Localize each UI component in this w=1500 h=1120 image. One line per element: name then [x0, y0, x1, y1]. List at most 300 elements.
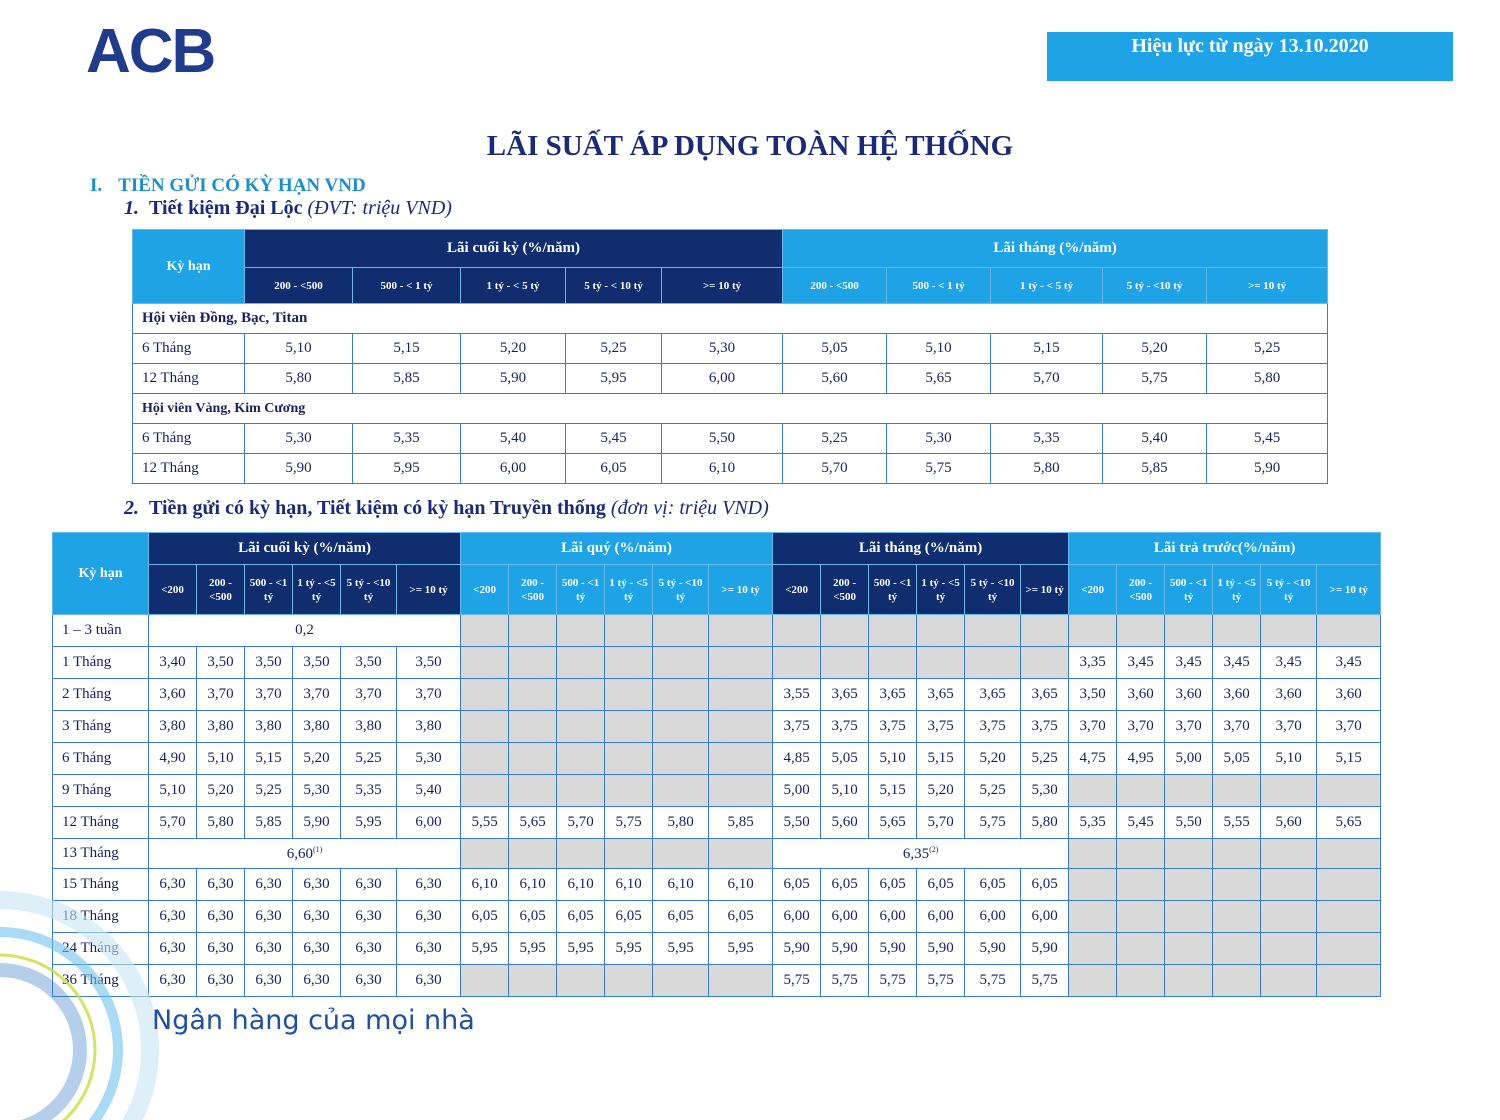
section-heading	[90, 175, 366, 197]
empty-cell	[965, 647, 1021, 679]
rate-cell: 3,50	[341, 647, 397, 679]
tier-header: 500 - < 1 tỷ	[353, 268, 461, 304]
rate-cell: 6,10	[662, 454, 783, 484]
rate-cell: 5,95	[605, 933, 653, 965]
empty-cell	[509, 965, 557, 997]
rate-cell: 3,70	[397, 679, 461, 711]
empty-cell	[605, 965, 653, 997]
ky-han-header: Kỳ hạn	[133, 230, 245, 304]
rate-cell: 6,30	[341, 869, 397, 901]
rate-cell: 6,30	[341, 965, 397, 997]
rate-cell: 5,85	[245, 807, 293, 839]
rate-cell: 3,45	[1117, 647, 1165, 679]
rate-cell: 5,35	[991, 424, 1103, 454]
tier-header: 200 - <500	[245, 268, 353, 304]
term-label: 2 Tháng	[53, 679, 149, 711]
footnote-mark: (2)	[929, 844, 939, 854]
empty-cell	[605, 743, 653, 775]
table1-title: Tiết kiệm Đại Lộc	[149, 197, 303, 219]
rate-cell: 4,85	[773, 743, 821, 775]
rate-cell: 6,10	[461, 869, 509, 901]
table-row	[133, 334, 1328, 364]
tier-header: >= 10 tỷ	[709, 565, 773, 615]
table-row	[53, 647, 1381, 679]
tier-header: 500 - < 1 tỷ	[887, 268, 991, 304]
empty-cell	[1317, 775, 1381, 807]
empty-cell	[1165, 965, 1213, 997]
empty-cell	[461, 711, 509, 743]
rate-cell: 5,80	[653, 807, 709, 839]
rate-cell: 5,60	[821, 807, 869, 839]
tier-header: 1 tỷ - < 5 tỷ	[991, 268, 1103, 304]
rate-cell: 5,95	[557, 933, 605, 965]
rate-cell: 3,45	[1213, 647, 1261, 679]
empty-cell	[1165, 775, 1213, 807]
rate-cell: 5,05	[783, 334, 887, 364]
rate-cell: 5,10	[197, 743, 245, 775]
rate-cell: 3,70	[1317, 711, 1381, 743]
rate-cell: 5,00	[1165, 743, 1213, 775]
table1-number: 1.	[124, 197, 139, 219]
empty-cell	[557, 711, 605, 743]
rate-cell: 3,60	[1117, 679, 1165, 711]
table-row	[133, 454, 1328, 484]
rate-cell: 3,80	[197, 711, 245, 743]
rate-cell: 6,30	[341, 901, 397, 933]
rate-cell: 5,35	[341, 775, 397, 807]
empty-cell	[1117, 965, 1165, 997]
empty-cell	[1317, 901, 1381, 933]
rate-cell: 3,40	[149, 647, 197, 679]
rate-cell: 6,00	[869, 901, 917, 933]
rate-cell: 5,80	[1207, 364, 1328, 394]
rate-cell: 3,55	[773, 679, 821, 711]
table-row	[53, 965, 1381, 997]
table-row	[133, 364, 1328, 394]
tier-header: >= 10 tỷ	[1317, 565, 1381, 615]
rate-cell: 3,45	[1261, 647, 1317, 679]
rate-cell: 5,35	[353, 424, 461, 454]
rate-cell: 6,30	[245, 901, 293, 933]
rate-cell: 5,25	[341, 743, 397, 775]
tier-header: >= 10 tỷ	[1207, 268, 1328, 304]
rate-cell: 5,95	[709, 933, 773, 965]
rate-cell: 5,15	[245, 743, 293, 775]
tier-header: 500 - <1 tỷ	[245, 565, 293, 615]
table-row	[53, 933, 1381, 965]
rate-cell: 3,50	[1069, 679, 1117, 711]
rate-cell: 5,30	[245, 424, 353, 454]
rate-cell: 3,60	[1213, 679, 1261, 711]
rate-cell: 5,40	[397, 775, 461, 807]
tier-header: 200 - <500	[1117, 565, 1165, 615]
rate-cell: 6,30	[149, 901, 197, 933]
rate-cell: 0,2	[149, 615, 461, 647]
rate-cell: 5,40	[461, 424, 566, 454]
rate-cell: 4,75	[1069, 743, 1117, 775]
rate-cell: 5,95	[341, 807, 397, 839]
term-label: 13 Tháng	[53, 839, 149, 869]
rate-cell: 5,90	[773, 933, 821, 965]
rate-cell: 3,70	[245, 679, 293, 711]
rate-cell: 3,70	[1261, 711, 1317, 743]
group-quarter-header: Lãi quý (%/năm)	[461, 533, 773, 565]
empty-cell	[709, 679, 773, 711]
rate-cell: 3,70	[293, 679, 341, 711]
rate-cell: 5,60	[1261, 807, 1317, 839]
empty-cell	[557, 647, 605, 679]
rate-cell: 6,00	[397, 807, 461, 839]
ky-han-header: Kỳ hạn	[53, 533, 149, 615]
table1-heading	[124, 197, 452, 220]
rate-cell: 5,80	[1021, 807, 1069, 839]
tier-header: 500 - <1 tỷ	[557, 565, 605, 615]
rate-cell: 5,75	[887, 454, 991, 484]
empty-cell	[653, 679, 709, 711]
empty-cell	[1261, 901, 1317, 933]
empty-cell	[1317, 965, 1381, 997]
group-end-header: Lãi cuối kỳ (%/năm)	[245, 230, 783, 268]
empty-cell	[1117, 933, 1165, 965]
empty-cell	[1261, 965, 1317, 997]
empty-cell	[461, 743, 509, 775]
rate-cell: 3,80	[245, 711, 293, 743]
table2-unit: (đơn vị: triệu VND)	[610, 497, 769, 519]
rate-cell: 6,00	[917, 901, 965, 933]
rate-cell: 6,30	[397, 901, 461, 933]
rate-cell: 3,75	[869, 711, 917, 743]
page-title: LÃI SUẤT ÁP DỤNG TOÀN HỆ THỐNG	[486, 130, 1014, 162]
empty-cell	[605, 775, 653, 807]
rate-cell: 6,05	[821, 869, 869, 901]
tier-header: 1 tỷ - <5 tỷ	[605, 565, 653, 615]
rate-cell: 6,05	[917, 869, 965, 901]
rate-cell: 5,00	[773, 775, 821, 807]
rate-cell: 6,05	[566, 454, 662, 484]
slogan: Ngân hàng của mọi nhà	[152, 1005, 475, 1036]
rate-cell: 6,30	[341, 933, 397, 965]
rate-cell	[149, 839, 461, 869]
rate-cell: 5,10	[149, 775, 197, 807]
rate-cell: 5,60	[783, 364, 887, 394]
empty-cell	[557, 965, 605, 997]
tier-header: 5 tỷ - <10 tỷ	[1261, 565, 1317, 615]
tier-header: >= 10 tỷ	[1021, 565, 1069, 615]
tier-header: 1 tỷ - <5 tỷ	[917, 565, 965, 615]
tier-header: 500 - <1 tỷ	[869, 565, 917, 615]
traditional-rate-table	[52, 532, 1381, 997]
rate-cell: 3,45	[1165, 647, 1213, 679]
empty-cell	[509, 647, 557, 679]
rate-cell: 5,15	[991, 334, 1103, 364]
rate-cell: 5,20	[197, 775, 245, 807]
rate-cell: 5,10	[869, 743, 917, 775]
term-label: 6 Tháng	[133, 334, 245, 364]
rate-cell: 5,65	[887, 364, 991, 394]
tier-header: 5 tỷ - <10 tỷ	[341, 565, 397, 615]
rate-cell: 6,05	[1021, 869, 1069, 901]
table-row	[53, 869, 1381, 901]
rate-cell: 6,30	[197, 901, 245, 933]
rate-cell: 5,20	[965, 743, 1021, 775]
rate-cell: 5,75	[917, 965, 965, 997]
rate-cell: 5,25	[245, 775, 293, 807]
rate-cell: 5,80	[991, 454, 1103, 484]
rate-cell: 6,00	[965, 901, 1021, 933]
rate-cell: 3,75	[965, 711, 1021, 743]
empty-cell	[1021, 647, 1069, 679]
rate-cell: 3,75	[1021, 711, 1069, 743]
section-number: I.	[90, 175, 103, 196]
rate-cell: 3,35	[1069, 647, 1117, 679]
empty-cell	[1069, 869, 1117, 901]
rate-cell: 6,30	[149, 869, 197, 901]
rate-cell: 3,75	[773, 711, 821, 743]
term-label: 6 Tháng	[53, 743, 149, 775]
rate-cell: 5,75	[965, 807, 1021, 839]
rate-cell: 3,80	[341, 711, 397, 743]
tier-header: <200	[773, 565, 821, 615]
empty-cell	[605, 679, 653, 711]
empty-cell	[1069, 965, 1117, 997]
rate-cell: 5,70	[783, 454, 887, 484]
rate-cell: 6,10	[653, 869, 709, 901]
tier-header: 5 tỷ - <10 tỷ	[1103, 268, 1207, 304]
tier-header: 1 tỷ - <5 tỷ	[293, 565, 341, 615]
table-row	[53, 679, 1381, 711]
rate-cell: 5,25	[566, 334, 662, 364]
rate-cell: 5,90	[917, 933, 965, 965]
rate-cell: 5,70	[991, 364, 1103, 394]
rate-cell: 6,30	[293, 933, 341, 965]
empty-cell	[1117, 775, 1165, 807]
rate-cell: 6,30	[245, 869, 293, 901]
rate-cell: 5,15	[869, 775, 917, 807]
table2-number: 2.	[124, 497, 139, 519]
rate-cell: 5,70	[557, 807, 605, 839]
empty-cell	[653, 711, 709, 743]
rate-cell: 3,70	[1117, 711, 1165, 743]
empty-cell	[557, 679, 605, 711]
rate-cell: 6,30	[149, 933, 197, 965]
rate-cell: 6,05	[509, 901, 557, 933]
rate-cell: 3,50	[245, 647, 293, 679]
rate-cell: 5,25	[783, 424, 887, 454]
rate-cell: 6,05	[461, 901, 509, 933]
rate-cell: 6,30	[293, 965, 341, 997]
empty-cell	[605, 647, 653, 679]
rate-cell: 6,30	[149, 965, 197, 997]
table-row	[53, 711, 1381, 743]
rate-cell: 3,50	[293, 647, 341, 679]
empty-cell	[869, 647, 917, 679]
rate-cell: 6,05	[709, 901, 773, 933]
rate-cell: 5,75	[605, 807, 653, 839]
empty-cell	[1069, 933, 1117, 965]
rate-cell: 6,05	[557, 901, 605, 933]
rate-cell: 4,95	[1117, 743, 1165, 775]
rate-cell: 5,30	[1021, 775, 1069, 807]
empty-cell	[1069, 775, 1117, 807]
rate-cell: 5,10	[887, 334, 991, 364]
empty-cell	[709, 775, 773, 807]
term-label: 6 Tháng	[133, 424, 245, 454]
table-row	[53, 775, 1381, 807]
empty-cell	[917, 647, 965, 679]
term-label: 12 Tháng	[133, 454, 245, 484]
rate-cell: 5,10	[1261, 743, 1317, 775]
rate-cell: 5,55	[461, 807, 509, 839]
rate-cell: 5,30	[397, 743, 461, 775]
term-label: 1 Tháng	[53, 647, 149, 679]
rate-cell: 5,85	[353, 364, 461, 394]
rate-cell: 3,70	[197, 679, 245, 711]
rate-cell: 5,45	[1207, 424, 1328, 454]
empty-cell	[557, 775, 605, 807]
rate-cell: 5,90	[245, 454, 353, 484]
rate-cell: 5,05	[1213, 743, 1261, 775]
term-label: 9 Tháng	[53, 775, 149, 807]
rate-cell: 6,00	[662, 364, 783, 394]
empty-cell	[509, 711, 557, 743]
empty-cell	[605, 711, 653, 743]
rate-cell: 5,20	[917, 775, 965, 807]
empty-cell	[461, 679, 509, 711]
empty-cell	[1069, 901, 1117, 933]
footnote-mark: (1)	[312, 844, 323, 854]
rate-cell: 6,05	[605, 901, 653, 933]
empty-cell	[509, 679, 557, 711]
rate-cell: 3,65	[869, 679, 917, 711]
tier-header: >= 10 tỷ	[662, 268, 783, 304]
member-category: Hội viên Vàng, Kim Cương	[133, 394, 1328, 424]
rate-cell: 3,60	[149, 679, 197, 711]
empty-cell	[1117, 869, 1165, 901]
term-label: 1 – 3 tuần	[53, 615, 149, 647]
rate-cell: 5,25	[1021, 743, 1069, 775]
tier-header: <200	[149, 565, 197, 615]
rate-cell: 5,75	[869, 965, 917, 997]
rate-cell: 3,75	[917, 711, 965, 743]
tier-header: 5 tỷ - < 10 tỷ	[566, 268, 662, 304]
rate-cell: 5,45	[566, 424, 662, 454]
empty-cell	[709, 711, 773, 743]
rate-cell: 6,05	[869, 869, 917, 901]
rate-cell: 6,30	[397, 869, 461, 901]
rate-cell	[773, 839, 1069, 869]
rate-cell: 5,95	[653, 933, 709, 965]
group-month-header: Lãi tháng (%/năm)	[773, 533, 1069, 565]
rate-cell: 3,60	[1261, 679, 1317, 711]
empty-cell	[1213, 901, 1261, 933]
rate-cell: 3,50	[397, 647, 461, 679]
term-label: 15 Tháng	[53, 869, 149, 901]
rate-cell: 6,00	[773, 901, 821, 933]
rate-cell: 3,65	[965, 679, 1021, 711]
section-label: TIỀN GỬI CÓ KỲ HẠN VND	[118, 175, 366, 196]
rate-cell: 3,75	[821, 711, 869, 743]
table2-heading	[124, 497, 769, 520]
group-month-header: Lãi tháng (%/năm)	[783, 230, 1328, 268]
empty-cell	[1165, 869, 1213, 901]
rate-value: 6,35	[902, 845, 930, 862]
rate-cell: 5,05	[821, 743, 869, 775]
rate-cell: 5,25	[965, 775, 1021, 807]
rate-cell: 5,90	[1207, 454, 1328, 484]
rate-cell: 6,00	[821, 901, 869, 933]
tier-header: 1 tỷ - <5 tỷ	[1213, 565, 1261, 615]
rate-cell: 5,30	[293, 775, 341, 807]
table-row	[53, 743, 1381, 775]
tier-header: 500 - <1 tỷ	[1165, 565, 1213, 615]
rate-cell: 5,15	[353, 334, 461, 364]
term-label: 18 Tháng	[53, 901, 149, 933]
term-label: 12 Tháng	[133, 364, 245, 394]
rate-cell: 6,05	[653, 901, 709, 933]
empty-cell	[709, 965, 773, 997]
rate-cell: 5,15	[917, 743, 965, 775]
rate-cell: 5,90	[293, 807, 341, 839]
empty-cell	[1317, 869, 1381, 901]
rate-cell: 5,95	[509, 933, 557, 965]
rate-cell: 3,80	[149, 711, 197, 743]
rate-cell: 5,75	[821, 965, 869, 997]
empty-cell	[1261, 775, 1317, 807]
rate-cell: 5,75	[773, 965, 821, 997]
empty-cell	[461, 965, 509, 997]
rate-cell: 4,90	[149, 743, 197, 775]
rate-cell: 3,60	[1317, 679, 1381, 711]
term-label: 36 Tháng	[53, 965, 149, 997]
dai-loc-rate-table	[132, 229, 1328, 484]
effective-date-banner: Hiệu lực từ ngày 13.10.2020	[1047, 32, 1453, 81]
tier-header: <200	[1069, 565, 1117, 615]
empty-cell	[653, 965, 709, 997]
table-row	[53, 807, 1381, 839]
rate-cell: 5,90	[821, 933, 869, 965]
rate-cell: 5,15	[1317, 743, 1381, 775]
empty-cell	[461, 647, 509, 679]
rate-cell: 6,30	[245, 933, 293, 965]
rate-cell: 5,30	[662, 334, 783, 364]
rate-cell: 6,30	[245, 965, 293, 997]
rate-cell: 6,10	[509, 869, 557, 901]
empty-cell	[709, 647, 773, 679]
empty-cell	[653, 743, 709, 775]
rate-cell: 5,50	[662, 424, 783, 454]
rate-cell: 5,95	[566, 364, 662, 394]
rate-cell: 5,70	[917, 807, 965, 839]
rate-cell: 3,65	[1021, 679, 1069, 711]
rate-cell: 3,70	[1069, 711, 1117, 743]
rate-cell: 5,75	[1021, 965, 1069, 997]
empty-cell	[709, 743, 773, 775]
rate-cell: 5,90	[1021, 933, 1069, 965]
rate-cell: 5,90	[461, 364, 566, 394]
term-label: 12 Tháng	[53, 807, 149, 839]
rate-cell: 6,10	[557, 869, 605, 901]
tier-header: >= 10 tỷ	[397, 565, 461, 615]
table2-title: Tiền gửi có kỳ hạn, Tiết kiệm có kỳ hạn Truyền thống	[149, 497, 606, 519]
empty-cell	[557, 743, 605, 775]
tier-header: 200 - <500	[509, 565, 557, 615]
table1-unit: (ĐVT: triệu VND)	[307, 197, 452, 219]
rate-cell: 5,90	[869, 933, 917, 965]
rate-cell: 5,80	[197, 807, 245, 839]
rate-cell: 5,20	[461, 334, 566, 364]
rate-cell: 5,20	[1103, 334, 1207, 364]
tier-header: <200	[461, 565, 509, 615]
